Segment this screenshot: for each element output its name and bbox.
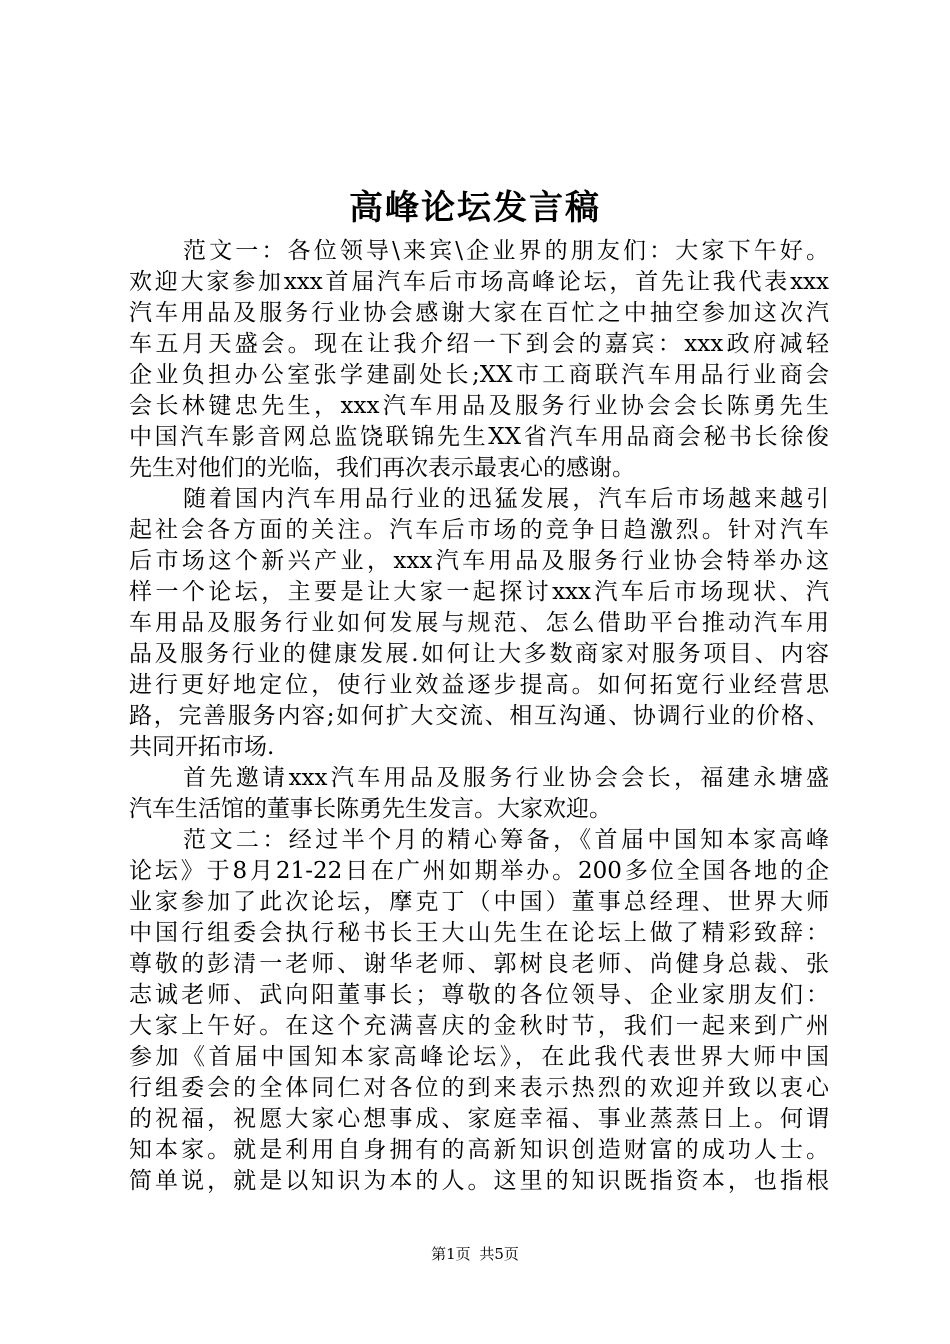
paragraph-line: 行组委会的全体同仁对各位的到来表示热烈的欢迎并致以衷心 xyxy=(129,1075,829,1101)
paragraph-line: 知本家。就是利用自身拥有的高新知识创造财富的成功人士。 xyxy=(129,1137,829,1163)
paragraph-line: 共同开拓市场. xyxy=(129,734,275,760)
paragraph-line: 参加《首届中国知本家高峰论坛》，在此我代表世界大师中国 xyxy=(129,1044,829,1070)
paragraph-line: 范文二：经过半个月的精心筹备，《首届中国知本家高峰 xyxy=(183,827,829,853)
paragraph-line: 后市场这个新兴产业，xxx汽车用品及服务行业协会特举办这 xyxy=(129,548,829,574)
paragraph-line: 欢迎大家参加xxx首届汽车后市场高峰论坛，首先让我代表xxx xyxy=(129,269,829,295)
paragraph-line: 进行更好地定位，使行业效益逐步提高。如何拓宽行业经营思 xyxy=(129,672,829,698)
document-body xyxy=(129,236,829,1197)
paragraph-line: 尊敬的彭清一老师、谢华老师、郭树良老师、尚健身总裁、张 xyxy=(129,951,829,977)
page-number: 第1页 xyxy=(431,1245,471,1263)
paragraph-line: 车用品及服务行业如何发展与规范、怎么借助平台推动汽车用 xyxy=(129,610,829,636)
document-title: 高峰论坛发言稿 xyxy=(349,188,601,228)
paragraph-line: 中国行组委会执行秘书长王大山先生在论坛上做了精彩致辞： xyxy=(129,920,829,946)
paragraph-line: 志诚老师、武向阳董事长；尊敬的各位领导、企业家朋友们： xyxy=(129,982,829,1008)
paragraph-line: 起社会各方面的关注。汽车后市场的竞争日趋激烈。针对汽车 xyxy=(129,517,829,543)
paragraph-line: 会长林键忠先生，xxx汽车用品及服务行业协会会长陈勇先生 xyxy=(129,393,829,419)
paragraph-line: 路，完善服务内容;如何扩大交流、相互沟通、协调行业的价格、 xyxy=(129,703,829,729)
page-total: 共5页 xyxy=(479,1245,519,1263)
paragraph-line: 汽车生活馆的董事长陈勇先生发言。大家欢迎。 xyxy=(129,796,612,822)
paragraph-line: 大家上午好。在这个充满喜庆的金秋时节，我们一起来到广州 xyxy=(129,1013,829,1039)
paragraph-line: 简单说，就是以知识为本的人。这里的知识既指资本，也指根 xyxy=(129,1168,829,1194)
paragraph-line: 范文一：各位领导\来宾\企业界的朋友们：大家下午好。 xyxy=(183,238,829,264)
paragraph-line: 中国汽车影音网总监饶联锦先生XX省汽车用品商会秘书长徐俊 xyxy=(129,424,829,450)
paragraph-line: 企业负担办公室张学建副处长;XX市工商联汽车用品行业商会 xyxy=(129,362,829,388)
paragraph-line: 的祝福，祝愿大家心想事成、家庭幸福、事业蒸蒸日上。何谓 xyxy=(129,1106,829,1132)
paragraph-line: 样一个论坛，主要是让大家一起探讨xxx汽车后市场现状、汽 xyxy=(129,579,829,605)
paragraph-line: 业家参加了此次论坛，摩克丁（中国）董事总经理、世界大师 xyxy=(129,889,829,915)
paragraph-line: 论坛》于8月21-22日在广州如期举办。200多位全国各地的企 xyxy=(129,858,829,884)
paragraph-line: 首先邀请xxx汽车用品及服务行业协会会长，福建永塘盛 xyxy=(183,765,829,791)
paragraph-line: 品及服务行业的健康发展.如何让大多数商家对服务项目、内容 xyxy=(129,641,829,667)
paragraph-line: 随着国内汽车用品行业的迅猛发展，汽车后市场越来越引 xyxy=(183,486,829,512)
paragraph-line: 车五月天盛会。现在让我介绍一下到会的嘉宾：xxx政府减轻 xyxy=(129,331,829,357)
page-footer xyxy=(0,1244,950,1264)
paragraph-line: 汽车用品及服务行业协会感谢大家在百忙之中抽空参加这次汽 xyxy=(129,300,829,326)
paragraph-line: 先生对他们的光临，我们再次表示最衷心的感谢。 xyxy=(129,455,635,481)
